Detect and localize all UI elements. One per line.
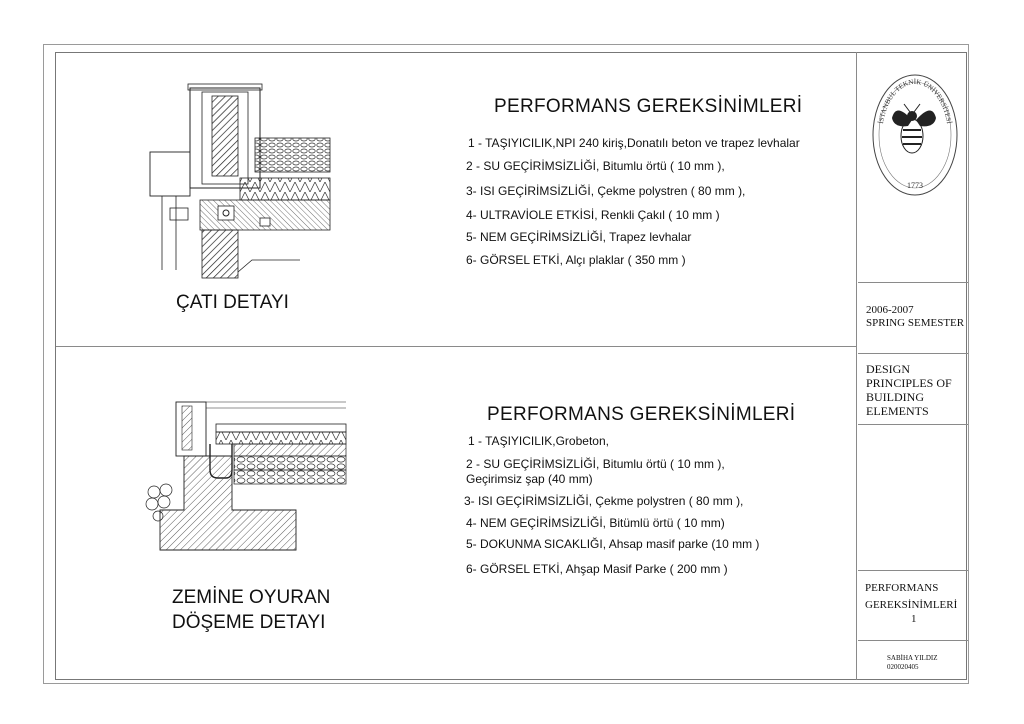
bottom-section-title: PERFORMANS GEREKSİNİMLERİ bbox=[487, 404, 796, 425]
title-block-rule-4 bbox=[858, 570, 968, 571]
title-block-divider bbox=[856, 52, 857, 680]
top-requirement-2: 2 - SU GEÇİRİMSİZLİĞİ, Bitumlu örtü ( 10 mm ), bbox=[466, 159, 725, 173]
semester-name: SPRING SEMESTER bbox=[866, 317, 965, 329]
bottom-requirement-2: 2 - SU GEÇİRİMSİZLİĞİ, Bitumlu örtü ( 10 mm ), bbox=[466, 457, 725, 471]
student-id: 020020405 bbox=[887, 663, 919, 671]
roof-detail-drawing bbox=[140, 82, 330, 282]
title-block-rule-5 bbox=[858, 640, 968, 641]
roof-detail-caption: ÇATI DETAYI bbox=[176, 292, 289, 313]
bottom-requirement-1: 1 - TAŞIYICILIK,Grobeton, bbox=[468, 434, 609, 448]
bottom-requirement-5: 5- DOKUNMA SICAKLIĞI, Ahsap masif parke (10 mm ) bbox=[466, 537, 760, 551]
author-name: SABİHA YILDIZ bbox=[887, 654, 938, 662]
university-seal-logo bbox=[870, 72, 960, 198]
section-divider bbox=[56, 346, 856, 347]
top-requirement-6: 6- GÖRSEL ETKİ, Alçı plaklar ( 350 mm ) bbox=[466, 253, 686, 267]
top-requirement-5: 5- NEM GEÇİRİMSİZLİĞİ, Trapez levhalar bbox=[466, 230, 692, 244]
bottom-requirement-6: 6- GÖRSEL ETKİ, Ahşap Masif Parke ( 200 mm ) bbox=[466, 562, 728, 576]
top-requirement-1: 1 - TAŞIYICILIK,NPI 240 kiriş,Donatılı beton ve trapez levhalar bbox=[468, 136, 800, 150]
bottom-requirement-2-continued: Geçirimsiz şap (40 mm) bbox=[466, 472, 593, 486]
sheet-title-line-2: GEREKSİNİMLERİ bbox=[865, 599, 958, 611]
sheet-title-line-1: PERFORMANS bbox=[865, 582, 939, 594]
bottom-requirement-4: 4- NEM GEÇİRİMSİZLİĞİ, Bitümlü örtü ( 10 mm) bbox=[466, 516, 725, 530]
course-line-2: PRINCIPLES OF bbox=[866, 376, 952, 390]
floor-detail-caption-line1: ZEMİNE OYURAN bbox=[172, 587, 331, 608]
course-line-1: DESIGN bbox=[866, 362, 910, 376]
title-block-rule-3 bbox=[858, 424, 968, 425]
sheet-number: 1 bbox=[911, 613, 917, 625]
svg-text:İSTANBUL TEKNİK ÜNİVERSİTESİ: İSTANBUL TEKNİK ÜNİVERSİTESİ bbox=[876, 77, 954, 125]
top-requirement-4: 4- ULTRAVİOLE ETKİSİ, Renkli Çakıl ( 10 mm ) bbox=[466, 208, 720, 222]
course-line-3: BUILDING bbox=[866, 390, 924, 404]
title-block-rule-2 bbox=[858, 353, 968, 354]
semester-year: 2006-2007 bbox=[866, 304, 914, 316]
bottom-requirement-3: 3- ISI GEÇİRİMSİZLİĞİ, Çekme polystren ( 80 mm ), bbox=[464, 494, 744, 508]
svg-text:1773: 1773 bbox=[907, 181, 923, 190]
title-block-rule-1 bbox=[858, 282, 968, 283]
course-line-4: ELEMENTS bbox=[866, 404, 929, 418]
floor-detail-drawing bbox=[146, 400, 346, 570]
floor-detail-caption-line2: DÖŞEME DETAYI bbox=[172, 612, 326, 633]
top-section-title: PERFORMANS GEREKSİNİMLERİ bbox=[494, 96, 803, 117]
top-requirement-3: 3- ISI GEÇİRİMSİZLİĞİ, Çekme polystren ( 80 mm ), bbox=[466, 184, 746, 198]
